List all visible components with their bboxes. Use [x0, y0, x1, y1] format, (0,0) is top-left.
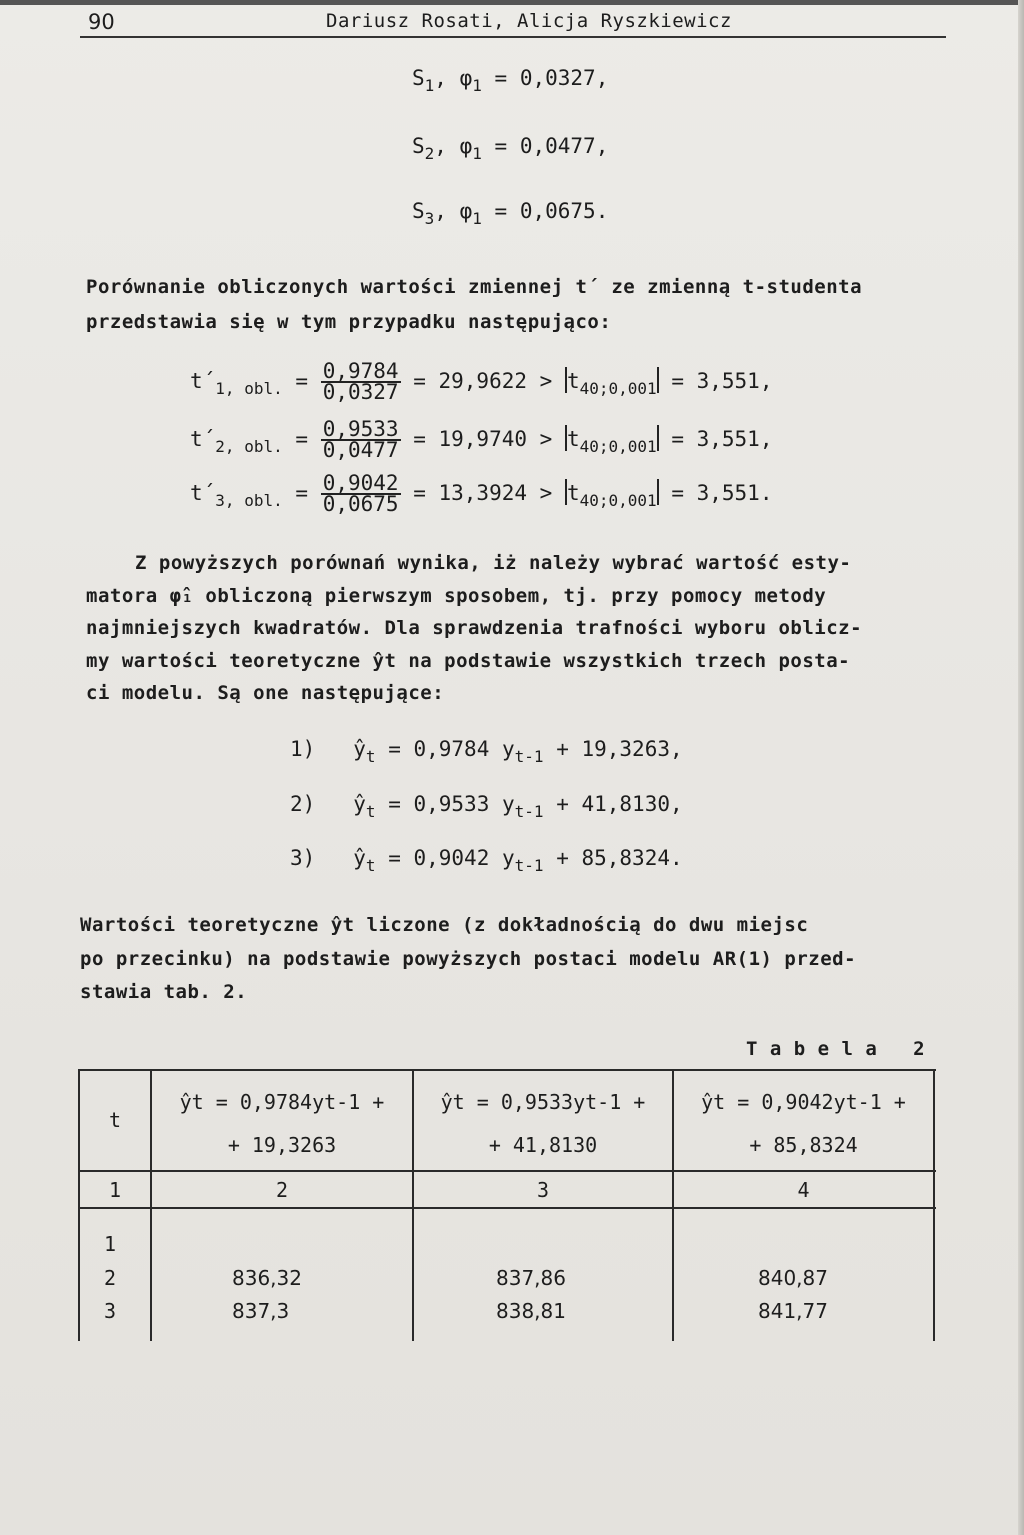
model-1-equation: 1) $ŷ_t = 0,9784$ $y_{t-1} + 19,3263$, — [290, 737, 683, 766]
paragraph3-line1: Wartości teoretyczne ŷt liczone (z dokładnością do dwu miejsc — [80, 914, 809, 936]
t2-comparison: $t´_{2, obl.}$ = $\frac{0,9533}{0,0477}$ = $19,9740 > t_{40;0,001} = 3,551$, — [190, 417, 773, 462]
header-rule — [80, 36, 946, 38]
table-cell-col3: 837,86 — [496, 1266, 566, 1290]
table-header-col3-line2: + 41,8130 — [488, 1133, 598, 1157]
table-cell-col2: 837,3 — [232, 1299, 290, 1323]
paragraph2-line2: matora φ̂₁ obliczoną pierwszym sposobem, tj. przy pomocy metody — [86, 585, 827, 607]
table-cell-col3: 838,81 — [496, 1299, 566, 1323]
table-colnum-2: 2 — [275, 1178, 289, 1202]
table-cell-col4: 840,87 — [758, 1266, 828, 1290]
table-colnum-rule — [78, 1207, 936, 1209]
table-cell-col4: 841,77 — [758, 1299, 828, 1323]
s3-equation: $S_3$, $\varphi_1 = 0,0675$. — [412, 199, 609, 228]
page-number: 90 — [88, 10, 115, 34]
page-edge-shadow — [1018, 0, 1024, 1535]
model-3-equation: 3) $ŷ_t = 0,9042$ $y_{t-1} + 85,8324$. — [290, 846, 683, 875]
table-cell-t: 3 — [103, 1299, 117, 1323]
table-header-col2-line2: + 19,3263 — [227, 1133, 337, 1157]
paragraph2-line1: Z powyższych porównań wynika, iż należy wybrać wartość esty- — [135, 552, 852, 574]
paragraph2-line3: najmniejszych kwadratów. Dla sprawdzenia trafności wyboru oblicz- — [86, 617, 863, 639]
s2-equation: $S_2$, $\varphi_1 = 0,0477$, — [412, 134, 609, 163]
s1-equation: $S_1$, $\varphi_1 = 0,0327$, — [412, 66, 609, 95]
table-cell-col2: 836,32 — [232, 1266, 302, 1290]
table-header-t: t — [108, 1108, 122, 1132]
top-edge — [0, 0, 1024, 5]
paragraph3-line3: stawia tab. 2. — [80, 981, 248, 1003]
table-vline — [933, 1069, 935, 1341]
table-cell-t: 1 — [103, 1232, 117, 1256]
table-colnum-4: 4 — [797, 1178, 810, 1202]
table-colnum-3: 3 — [536, 1178, 550, 1202]
table-cell-t: 2 — [103, 1266, 117, 1290]
paragraph2-line4: my wartości teoretyczne ŷt na podstawie wszystkich trzech posta- — [86, 650, 851, 672]
t3-comparison: $t´_{3, obl.}$ = $\frac{0,9042}{0,0675}$ = $13,3924 > t_{40;0,001} = 3,551$. — [190, 471, 773, 516]
table-top-rule — [78, 1069, 936, 1071]
table-header-col2-line1: ŷt = 0,9784yt-1 + — [179, 1090, 385, 1114]
paragraph1-line1: Porównanie obliczonych wartości zmiennej t´ ze zmienną t-studenta — [86, 276, 863, 298]
table-header-col4-line1: ŷt = 0,9042yt-1 + — [701, 1090, 906, 1114]
table-header-col4-line2: + 85,8324 — [749, 1133, 858, 1157]
table-caption: T a b e l a 2 — [746, 1038, 926, 1060]
table-header-col3-line1: ŷt = 0,9533yt-1 + — [440, 1090, 646, 1114]
model-2-equation: 2) $ŷ_t = 0,9533$ $y_{t-1} + 41,8130$, — [290, 792, 683, 821]
paragraph2-line5: ci modelu. Są one następujące: — [86, 682, 445, 704]
table-header-rule — [78, 1170, 936, 1172]
t1-comparison: $t´_{1, obl.}$ = $\frac{0,9784}{0,0327}$ = $29,9622 > t_{40;0,001} = 3,551$, — [190, 359, 773, 404]
running-head: Dariusz Rosati, Alicja Ryszkiewicz — [326, 10, 732, 32]
paragraph1-line2: przedstawia się w tym przypadku następująco: — [86, 311, 612, 333]
paragraph3-line2: po przecinku) na podstawie powyższych postaci modelu AR(1) przed- — [80, 948, 857, 970]
table-colnum-1: 1 — [108, 1178, 122, 1202]
